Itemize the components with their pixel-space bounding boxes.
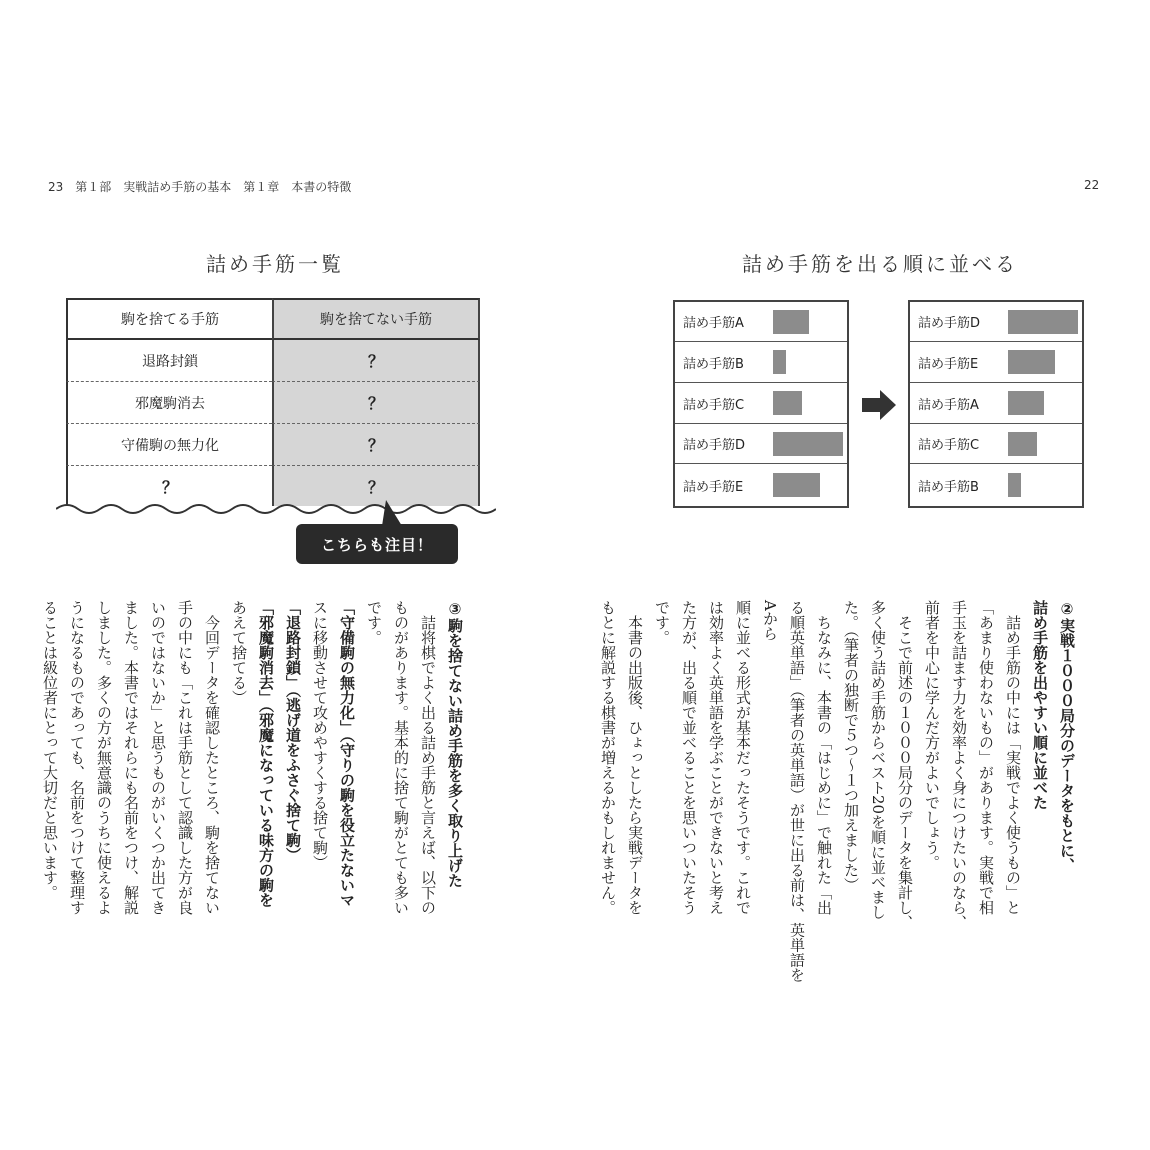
table-cell: ？	[272, 466, 480, 506]
table-cell: 守備駒の無力化	[66, 424, 272, 466]
table-cell: ？	[272, 382, 480, 424]
body-line: は効率よく英単語を学ぶことができないと考え	[707, 600, 725, 915]
body-line: あえて捨てる）	[230, 600, 248, 705]
right-page-body	[594, 600, 1080, 990]
section-heading: 詰め手筋を出やすい順に並べた	[1031, 600, 1049, 810]
body-line: 詰将棋でよく出る詰め手筋と言えば、以下の	[419, 600, 437, 915]
table-cell: ？	[272, 424, 480, 466]
bar-row	[910, 424, 1082, 464]
right-figure-title: 詰め手筋を出る順に並べる	[742, 252, 1018, 276]
table-row	[66, 340, 480, 382]
body-line: 「退路封鎖」（逃げ道をふさぐ捨て駒）	[284, 600, 302, 863]
table-row	[66, 382, 480, 424]
bar	[1008, 391, 1044, 415]
bar-track	[773, 350, 847, 374]
bar-label: 詰め手筋A	[918, 397, 979, 413]
bar-row	[675, 424, 847, 464]
body-line: る順英単語」（筆者の英単語）が世に出る前は、英単語をAから	[761, 600, 806, 983]
body-line: ることは級位者にとって大切だと思います。	[41, 600, 59, 900]
bar-row	[675, 343, 847, 383]
section-heading: ③駒を捨てない詰め手筋を多く取り上げた	[446, 600, 464, 888]
bar-label: 詰め手筋C	[683, 397, 745, 413]
body-line: 順に並べる形式が基本だったそうです。これで	[734, 600, 752, 915]
page-number-right: 22	[1084, 178, 1100, 192]
bar	[773, 432, 843, 456]
bar	[773, 473, 820, 497]
body-line: しました。多くの方が無意識のうちに使えるよ	[95, 600, 113, 915]
header-no-sacrifice: 駒を捨てない手筋	[272, 298, 480, 340]
bar-track	[1008, 310, 1082, 334]
body-line: 詰め手筋の中には「実戦でよく使うもの」と	[1004, 600, 1022, 915]
body-line: 手玉を詰ます力を効率よく身につけたいのなら、	[950, 600, 968, 930]
body-line: 本書の出版後、ひょっとしたら実戦データを	[626, 600, 644, 915]
body-line: ちなみに、本書の「はじめに」で触れた「出	[815, 600, 833, 915]
bar-track	[1008, 350, 1082, 374]
table-cell: ？	[272, 340, 480, 382]
bar-track	[773, 432, 847, 456]
body-line: いのではないか」と思うものがいくつか出てき	[149, 600, 167, 915]
bar-row	[675, 302, 847, 342]
table-cell: 退路封鎖	[66, 340, 272, 382]
left-page-body	[36, 600, 468, 990]
bar	[773, 350, 787, 374]
table-header-row	[66, 298, 480, 340]
bar-label: 詰め手筋A	[683, 316, 744, 331]
tesuji-table	[66, 298, 480, 506]
bar-list-before	[673, 300, 849, 508]
bar-row	[910, 302, 1082, 342]
body-line: 多く使う詰め手筋からベスト20を順に並べまし	[869, 600, 887, 920]
bar-label: 詰め手筋E	[683, 479, 744, 495]
bar	[773, 310, 809, 334]
bar-label: 詰め手筋E	[918, 356, 979, 372]
bar	[1008, 310, 1078, 334]
body-line: ました。本書ではそれらにも名前をつけ、解説	[122, 600, 140, 915]
body-line: た方が、出る順で並べることを思いついたそう	[680, 600, 698, 915]
bar-label: 詰め手筋D	[918, 316, 981, 331]
bar-row	[675, 465, 847, 505]
bar-label: 詰め手筋C	[918, 438, 980, 454]
bar-row	[910, 384, 1082, 424]
body-line: 今回データを確認したところ、駒を捨てない	[203, 600, 221, 915]
bar-track	[1008, 473, 1082, 497]
right-arrow-icon	[862, 390, 896, 420]
bar-track	[773, 391, 847, 415]
bar-track	[773, 473, 847, 497]
bar-track	[1008, 391, 1082, 415]
body-line: 手の中にも「これは手筋として認識した方が良	[176, 600, 194, 915]
left-figure-title: 詰め手筋一覧	[206, 252, 344, 276]
body-line: そこで前述の１０００局分のデータを集計し、	[896, 600, 914, 930]
body-line: ものがあります。基本的に捨て駒がとても多い	[392, 600, 410, 915]
table-cell: 邪魔駒消去	[66, 382, 272, 424]
body-line: です。	[365, 600, 383, 645]
header-sacrifice: 駒を捨てる手筋	[66, 298, 272, 340]
bar	[1008, 473, 1022, 497]
running-header-left: 23 第１部 実戦詰め手筋の基本 第１章 本書の特徴	[48, 180, 352, 194]
callout-label: こちらも注目！	[296, 524, 458, 564]
bar-list-after	[908, 300, 1084, 508]
bar-row	[910, 343, 1082, 383]
section-heading: ②実戦１０００局分のデータをもとに、	[1058, 600, 1076, 873]
bar-track	[773, 310, 847, 334]
bar-label: 詰め手筋D	[683, 438, 746, 454]
body-line: です。	[653, 600, 671, 645]
bar-label: 詰め手筋B	[683, 356, 744, 372]
bar-label: 詰め手筋B	[918, 479, 979, 495]
body-line: た。（筆者の独断で５つ～１つ加えました）	[842, 600, 860, 893]
body-line: 「あまり使わないもの」があります。実戦で相	[977, 600, 995, 915]
body-line: もとに解説する棋書が増えるかもしれません。	[599, 600, 617, 915]
body-line: うになるものであっても、名前をつけて整理す	[68, 600, 86, 915]
body-line: 前者を中心に学んだ方がよいでしょう。	[923, 600, 941, 870]
body-line: スに移動させて攻めやすくする捨て駒）	[311, 600, 329, 870]
bar-track	[1008, 432, 1082, 456]
bar-row	[910, 465, 1082, 505]
table-cell: ？	[66, 466, 272, 506]
torn-edge-wave	[56, 497, 496, 521]
bar	[1008, 350, 1055, 374]
bar	[1008, 432, 1037, 456]
table-row	[66, 424, 480, 466]
body-line: 「守備駒の無力化」（守りの駒を役立たないマ	[338, 600, 356, 908]
body-line: 「邪魔駒消去」（邪魔になっている味方の駒を	[257, 600, 275, 908]
bar-row	[675, 384, 847, 424]
bar	[773, 391, 802, 415]
